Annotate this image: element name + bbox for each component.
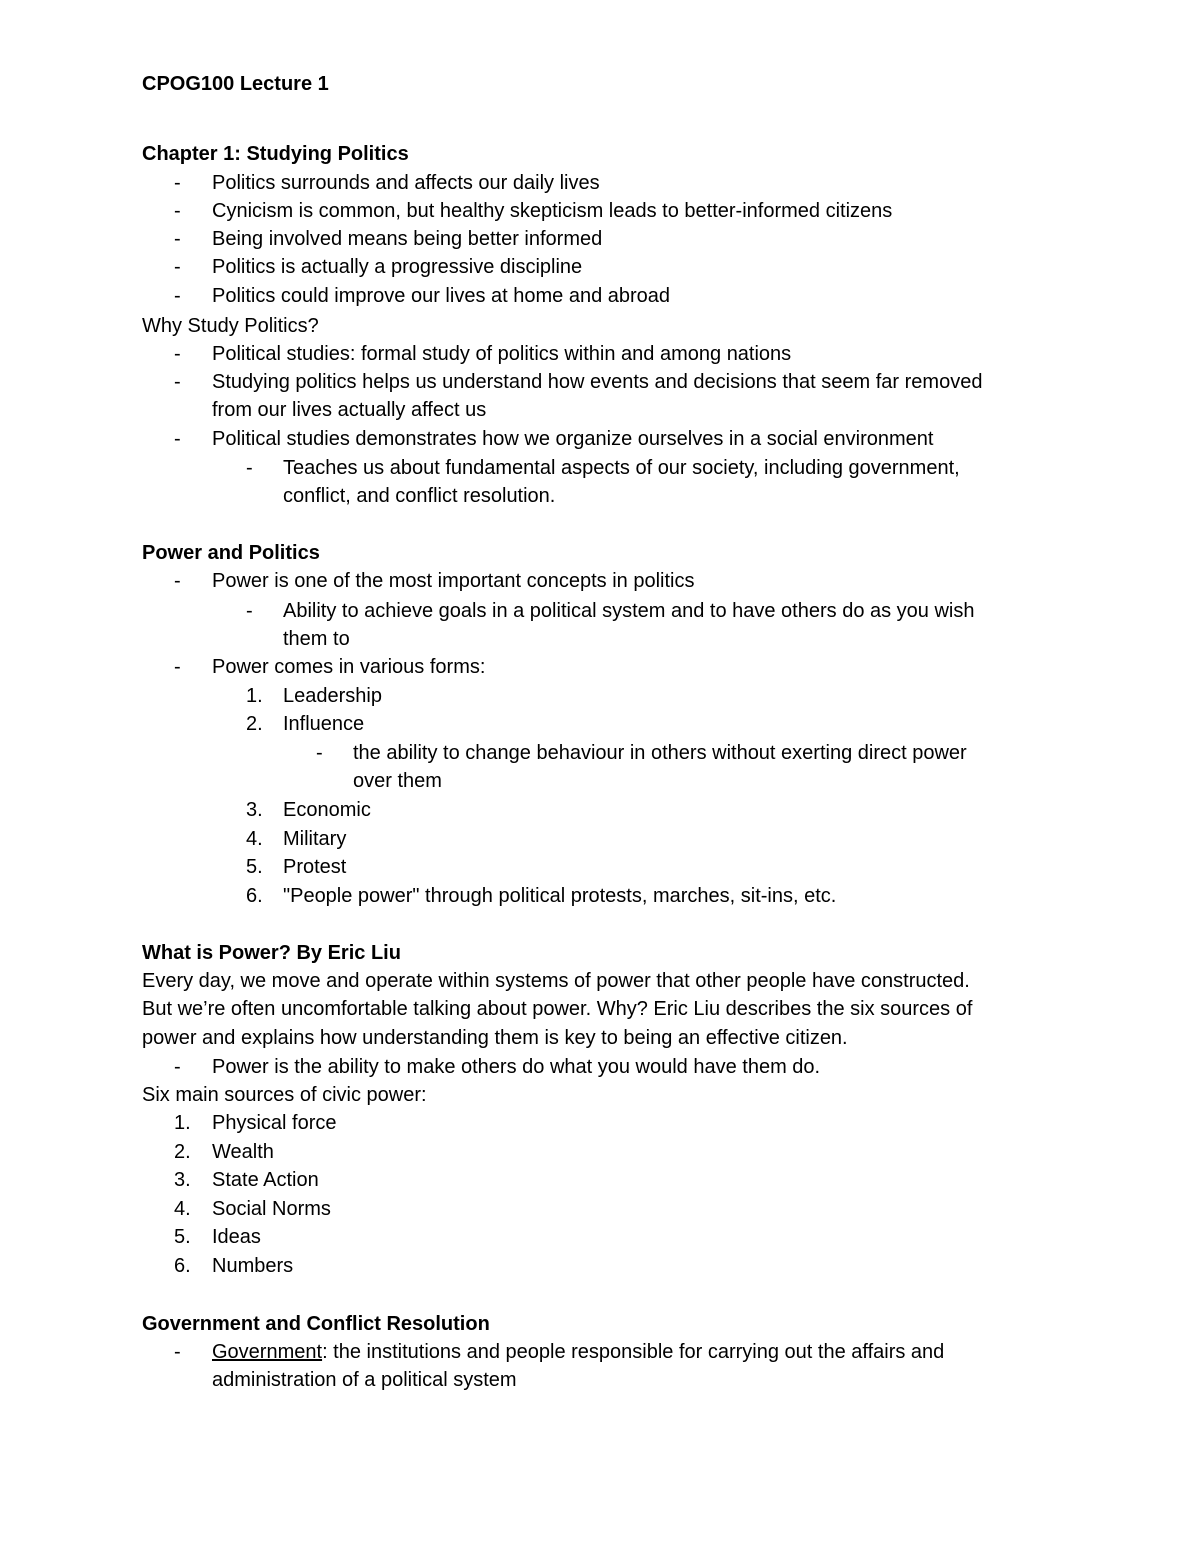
list-number: 4.	[174, 1198, 191, 1220]
list-item: Power is the ability to make others do what you would have them do.	[212, 1056, 821, 1078]
sub-list-item-continuation: over them	[353, 770, 442, 792]
bullet-marker: -	[174, 343, 181, 365]
list-item: Politics surrounds and affects our daily lives	[212, 172, 600, 194]
list-item: Political studies: formal study of politics within and among nations	[212, 343, 792, 365]
bullet-marker: -	[174, 200, 181, 222]
list-item: Political studies demonstrates how we organize ourselves in a social environment	[212, 428, 934, 450]
bullet-marker: -	[174, 371, 181, 393]
list-item-continuation: administration of a political system	[212, 1369, 517, 1391]
paragraph-line: power and explains how understanding them is key to being an effective citizen.	[142, 1027, 848, 1049]
list-number: 1.	[174, 1112, 191, 1134]
list-number: 3.	[246, 799, 263, 821]
bullet-marker: -	[246, 600, 253, 622]
bullet-marker: -	[246, 457, 253, 479]
numbered-item: Influence	[283, 713, 365, 735]
list-number: 2.	[174, 1141, 191, 1163]
paragraph-line: But we’re often uncomfortable talking about power. Why? Eric Liu describes the six sources of	[142, 998, 973, 1020]
definition-text: : the institutions and people responsible for carrying out the affairs and	[322, 1341, 945, 1363]
bullet-marker: -	[174, 172, 181, 194]
subheading-why-study: Why Study Politics?	[142, 315, 319, 337]
numbered-item: Ideas	[212, 1226, 261, 1248]
list-item-continuation: from our lives actually affect us	[212, 399, 487, 421]
sub-list-item-continuation: them to	[283, 628, 350, 650]
bullet-marker: -	[316, 742, 323, 764]
numbered-item: Leadership	[283, 685, 382, 707]
paragraph-line: Every day, we move and operate within systems of power that other people have constructed.	[142, 970, 970, 992]
document-title: CPOG100 Lecture 1	[142, 73, 329, 95]
list-item: Cynicism is common, but healthy skepticism leads to better-informed citizens	[212, 200, 893, 222]
list-item: Studying politics helps us understand how events and decisions that seem far removed	[212, 371, 983, 393]
bullet-marker: -	[174, 570, 181, 592]
list-number: 5.	[246, 856, 263, 878]
numbered-item: Physical force	[212, 1112, 337, 1134]
numbered-item: State Action	[212, 1169, 319, 1191]
list-item: Politics is actually a progressive discipline	[212, 256, 583, 278]
list-number: 6.	[246, 885, 263, 907]
list-item: Power comes in various forms:	[212, 656, 486, 678]
section-heading-government: Government and Conflict Resolution	[142, 1313, 490, 1335]
section-heading-power-and-politics: Power and Politics	[142, 542, 320, 564]
list-number: 1.	[246, 685, 263, 707]
numbered-item: Economic	[283, 799, 371, 821]
bullet-marker: -	[174, 656, 181, 678]
sub-list-item: Teaches us about fundamental aspects of our society, including government,	[283, 457, 960, 479]
defined-term: Government	[212, 1341, 323, 1363]
list-item: Power is one of the most important concepts in politics	[212, 570, 695, 592]
numbered-item: "People power" through political protests, marches, sit-ins, etc.	[283, 885, 837, 907]
list-item: Being involved means being better informed	[212, 228, 603, 250]
sub-list-item-continuation: conflict, and conflict resolution.	[283, 485, 556, 507]
list-number: 2.	[246, 713, 263, 735]
numbered-item: Military	[283, 828, 347, 850]
bullet-marker: -	[174, 228, 181, 250]
bullet-marker: -	[174, 256, 181, 278]
list-number: 5.	[174, 1226, 191, 1248]
numbered-item: Social Norms	[212, 1198, 331, 1220]
sub-list-item: the ability to change behaviour in others without exerting direct power	[353, 742, 967, 764]
section-heading-what-is-power: What is Power? By Eric Liu	[142, 942, 401, 964]
list-number: 6.	[174, 1255, 191, 1277]
numbered-item: Numbers	[212, 1255, 294, 1277]
list-item: Politics could improve our lives at home and abroad	[212, 285, 671, 307]
numbered-item: Protest	[283, 856, 347, 878]
list-number: 4.	[246, 828, 263, 850]
list-number: 3.	[174, 1169, 191, 1191]
bullet-marker: -	[174, 1341, 181, 1363]
bullet-marker: -	[174, 1056, 181, 1078]
numbered-item: Wealth	[212, 1141, 274, 1163]
section-heading-studying-politics: Chapter 1: Studying Politics	[142, 143, 409, 165]
list-item	[212, 1338, 944, 1366]
bullet-marker: -	[174, 285, 181, 307]
bullet-marker: -	[174, 428, 181, 450]
sub-list-item: Ability to achieve goals in a political system and to have others do as you wish	[283, 600, 975, 622]
subheading-six-sources: Six main sources of civic power:	[142, 1084, 427, 1106]
